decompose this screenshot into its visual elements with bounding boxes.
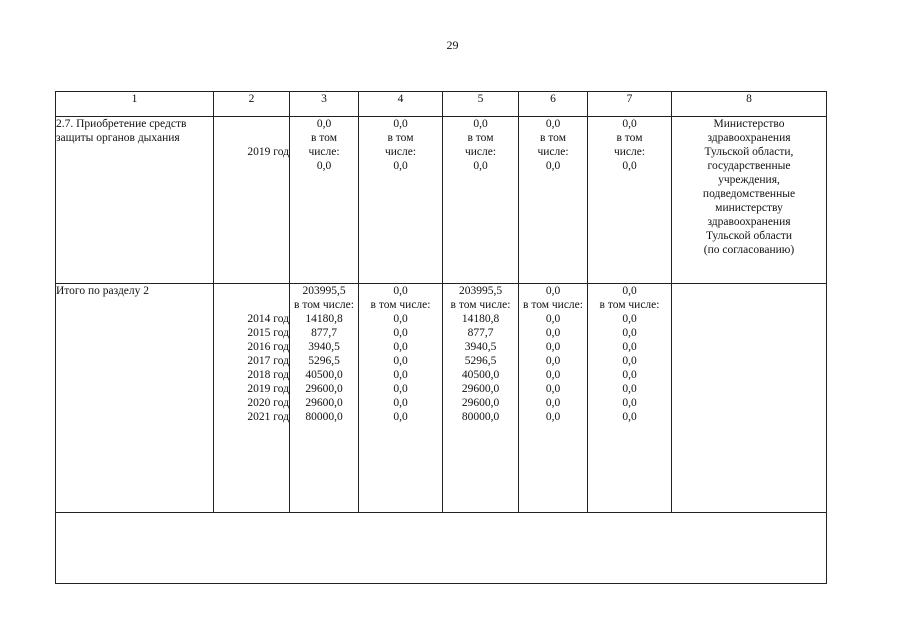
label: в том bbox=[616, 132, 643, 144]
year-label: 2019 год bbox=[247, 146, 289, 158]
responsible-line: Тульской области bbox=[705, 230, 792, 242]
value: 0,0 bbox=[545, 397, 561, 409]
year-cell bbox=[214, 117, 290, 284]
value: 0,0 bbox=[393, 383, 408, 395]
value: 3940,5 bbox=[464, 341, 497, 353]
value: 0,0 bbox=[393, 397, 408, 409]
row-title-text: Итого по разделу 2 bbox=[56, 285, 150, 297]
value: 0,0 bbox=[545, 327, 561, 339]
value: 0,0 bbox=[473, 118, 488, 130]
year-label: 2021 год bbox=[247, 411, 289, 423]
value: 0,0 bbox=[622, 160, 637, 172]
col7-cell bbox=[588, 117, 672, 284]
responsible-line: здравоохранения bbox=[707, 132, 791, 144]
col4-cell bbox=[359, 117, 443, 284]
col-header-5: 5 bbox=[443, 92, 519, 117]
responsible-line: Тульской области, bbox=[704, 146, 794, 158]
responsible-cell bbox=[672, 117, 827, 284]
budget-table bbox=[55, 91, 827, 584]
value: 0,0 bbox=[622, 285, 637, 297]
label: в том bbox=[540, 132, 566, 144]
label: числе: bbox=[464, 146, 497, 158]
value: 0,0 bbox=[622, 355, 637, 367]
value: 0,0 bbox=[316, 160, 332, 172]
page-number: 29 bbox=[446, 38, 459, 52]
value: 0,0 bbox=[622, 327, 637, 339]
label: числе: bbox=[308, 146, 340, 158]
year-label: 2020 год bbox=[247, 397, 289, 409]
table-row bbox=[56, 117, 827, 284]
label: числе: bbox=[537, 146, 569, 158]
year-cell bbox=[214, 284, 290, 513]
year-label: 2017 год bbox=[247, 355, 289, 367]
value: 29600,0 bbox=[305, 397, 343, 409]
year-label: 2019 год bbox=[247, 383, 289, 395]
value: 0,0 bbox=[393, 160, 408, 172]
value: 29600,0 bbox=[305, 383, 343, 395]
responsible-line: (по согласованию) bbox=[703, 244, 795, 256]
label: числе: bbox=[613, 146, 646, 158]
row-title bbox=[56, 284, 214, 513]
value: 877,7 bbox=[311, 327, 337, 339]
col5-cell bbox=[443, 117, 519, 284]
label: в том bbox=[387, 132, 414, 144]
label: числе: bbox=[384, 146, 417, 158]
value: 0,0 bbox=[545, 383, 561, 395]
col6-cell bbox=[519, 284, 588, 513]
value: 203995,5 bbox=[458, 285, 503, 297]
value: 29600,0 bbox=[461, 397, 500, 409]
value: 0,0 bbox=[545, 369, 561, 381]
value: 80000,0 bbox=[461, 411, 500, 423]
value: 0,0 bbox=[622, 397, 637, 409]
col-header-8: 8 bbox=[672, 92, 827, 117]
label: в том числе: bbox=[370, 299, 431, 311]
row-title-text: 2.7. Приобретение средств защиты органов дыхания bbox=[56, 118, 187, 144]
label: в том числе: bbox=[294, 299, 354, 311]
col-header-1: 1 bbox=[56, 92, 214, 117]
responsible-cell-empty bbox=[672, 284, 827, 513]
year-label: 2015 год bbox=[247, 327, 289, 339]
empty-cell bbox=[56, 513, 827, 584]
value: 29600,0 bbox=[461, 383, 500, 395]
table-row bbox=[56, 284, 827, 513]
label: в том числе: bbox=[450, 299, 511, 311]
value: 0,0 bbox=[622, 383, 637, 395]
responsible-line: государственные bbox=[707, 160, 791, 172]
label: в том числе: bbox=[523, 299, 583, 311]
value: 3940,5 bbox=[308, 341, 340, 353]
value: 0,0 bbox=[473, 160, 488, 172]
label: в том числе: bbox=[599, 299, 660, 311]
value: 14180,8 bbox=[461, 313, 500, 325]
value: 0,0 bbox=[545, 285, 561, 297]
year-label: 2016 год bbox=[247, 341, 289, 353]
responsible-line: здравоохранения bbox=[707, 216, 791, 228]
col3-cell bbox=[290, 117, 359, 284]
col-header-4: 4 bbox=[359, 92, 443, 117]
value: 80000,0 bbox=[305, 411, 343, 423]
value: 0,0 bbox=[393, 411, 408, 423]
responsible-line: министерству bbox=[715, 202, 783, 214]
value: 0,0 bbox=[622, 118, 637, 130]
value: 0,0 bbox=[393, 369, 408, 381]
value: 40500,0 bbox=[305, 369, 343, 381]
responsible-line: подведомственные bbox=[702, 188, 796, 200]
value: 0,0 bbox=[545, 411, 561, 423]
value: 5296,5 bbox=[308, 355, 340, 367]
value: 0,0 bbox=[545, 341, 561, 353]
col4-cell bbox=[359, 284, 443, 513]
value: 0,0 bbox=[393, 118, 408, 130]
empty-row bbox=[56, 513, 827, 584]
col-header-3: 3 bbox=[290, 92, 359, 117]
value: 0,0 bbox=[545, 313, 561, 325]
value: 14180,8 bbox=[305, 313, 343, 325]
value: 40500,0 bbox=[461, 369, 500, 381]
value: 0,0 bbox=[545, 355, 561, 367]
value: 5296,5 bbox=[464, 355, 497, 367]
value: 0,0 bbox=[545, 118, 561, 130]
col5-cell bbox=[443, 284, 519, 513]
value: 0,0 bbox=[622, 313, 637, 325]
value: 0,0 bbox=[393, 327, 408, 339]
value: 0,0 bbox=[393, 313, 408, 325]
value: 877,7 bbox=[467, 327, 494, 339]
value: 0,0 bbox=[316, 118, 332, 130]
col6-cell bbox=[519, 117, 588, 284]
col-header-6: 6 bbox=[519, 92, 588, 117]
value: 203995,5 bbox=[302, 285, 346, 297]
year-label: 2018 год bbox=[247, 369, 289, 381]
label: в том bbox=[311, 132, 337, 144]
value: 0,0 bbox=[393, 355, 408, 367]
col3-cell bbox=[290, 284, 359, 513]
col7-cell bbox=[588, 284, 672, 513]
value: 0,0 bbox=[622, 411, 637, 423]
value: 0,0 bbox=[393, 285, 408, 297]
value: 0,0 bbox=[545, 160, 561, 172]
value: 0,0 bbox=[622, 369, 637, 381]
row-title bbox=[56, 117, 214, 284]
col-header-7: 7 bbox=[588, 92, 672, 117]
label: в том bbox=[467, 132, 494, 144]
responsible-line: Министерство bbox=[713, 118, 785, 130]
year-label: 2014 год bbox=[247, 313, 289, 325]
col-header-2: 2 bbox=[214, 92, 290, 117]
header-row bbox=[56, 92, 827, 117]
value: 0,0 bbox=[393, 341, 408, 353]
value: 0,0 bbox=[622, 341, 637, 353]
responsible-line: учреждения, bbox=[718, 174, 780, 186]
